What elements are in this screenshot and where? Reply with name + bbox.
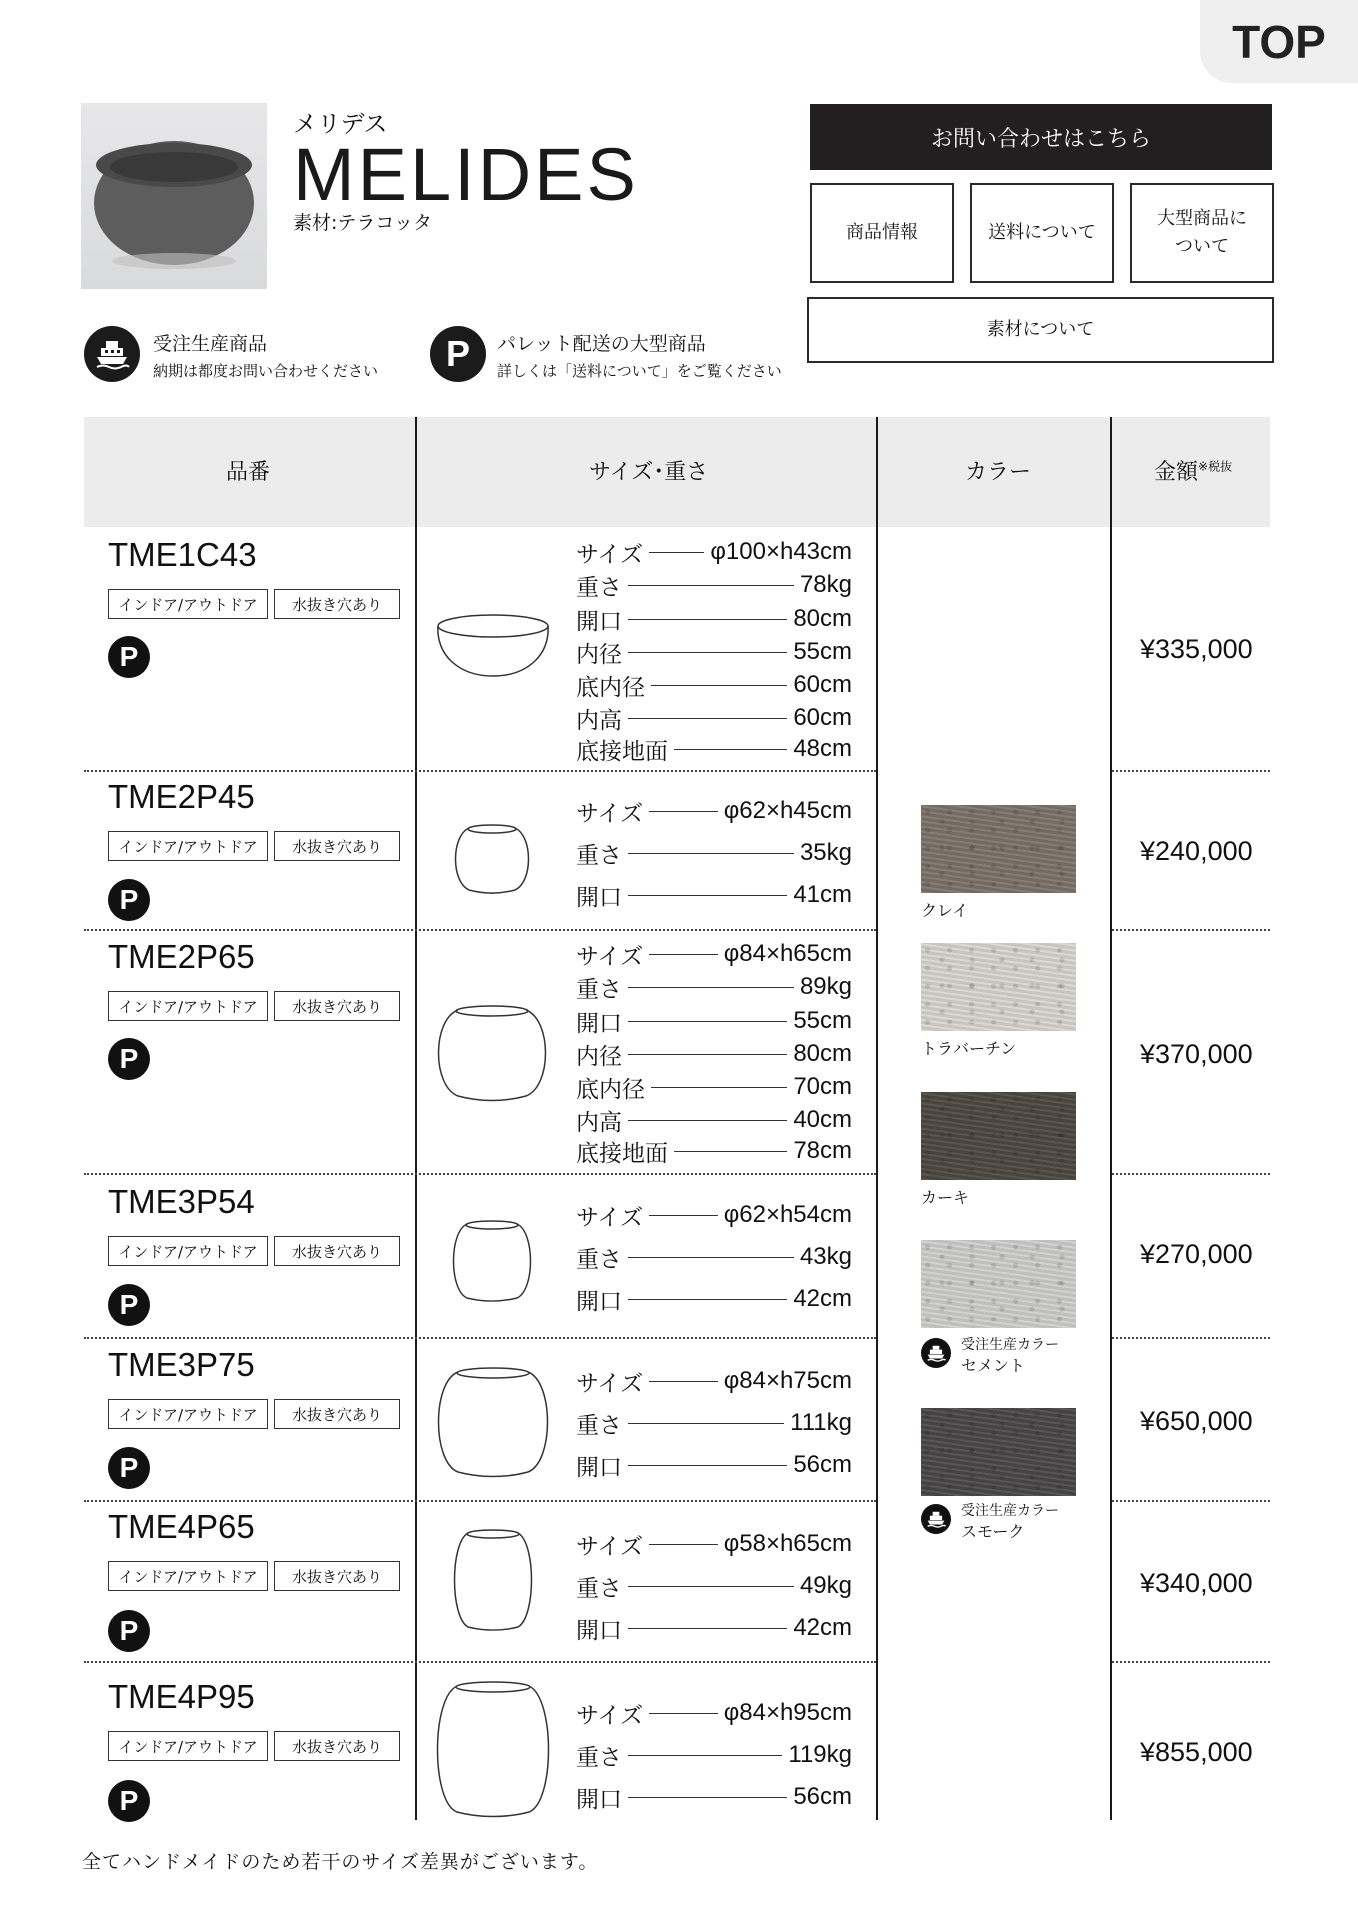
- spec-value: φ62×h54cm: [723, 1201, 852, 1228]
- product-material: 素材:テラコッタ: [293, 212, 433, 234]
- contact-button[interactable]: お問い合わせはこちら: [810, 104, 1272, 170]
- row-divider: [84, 1173, 876, 1175]
- row-divider: [1112, 1661, 1270, 1663]
- spec-label: 底内径: [576, 1076, 645, 1103]
- spec-label: 底接地面: [576, 1140, 668, 1167]
- product-code: TME4P95: [108, 1678, 255, 1715]
- spec-label: サイズ: [576, 943, 644, 970]
- pallet-p-icon: P: [108, 1780, 150, 1822]
- row-divider: [84, 770, 876, 772]
- spec-label: サイズ: [576, 1204, 644, 1231]
- indoor-outdoor-tag: インドア/アウトドア: [108, 1561, 268, 1591]
- spec-row: [576, 570, 852, 600]
- header-price-note: ※税抜: [1198, 459, 1233, 474]
- row-divider: [84, 929, 876, 931]
- drain-hole-tag: 水抜き穴あり: [274, 831, 400, 861]
- spec-label: 重さ: [576, 1246, 622, 1273]
- spec-row: [576, 1450, 852, 1480]
- spec-label: 重さ: [576, 1412, 622, 1439]
- spec-label: サイズ: [576, 800, 644, 827]
- spec-label: 内径: [576, 641, 622, 668]
- spec-row: [576, 604, 852, 634]
- spec-value: 55cm: [793, 638, 852, 665]
- product-code: TME3P75: [108, 1346, 255, 1383]
- spec-row: [576, 537, 852, 567]
- color-name: トラバーチン: [921, 1039, 1017, 1058]
- footer-note: 全てハンドメイドのため若干のサイズ差異がございます。: [82, 1851, 599, 1873]
- spec-label: 内径: [576, 1043, 622, 1070]
- spec-value: φ58×h65cm: [723, 1530, 852, 1557]
- spec-row: [576, 1698, 852, 1728]
- spec-label: サイズ: [576, 1702, 644, 1729]
- indoor-outdoor-tag: インドア/アウトドア: [108, 1236, 268, 1266]
- top-link[interactable]: TOP: [1200, 0, 1358, 83]
- drain-hole-tag: 水抜き穴あり: [274, 1399, 400, 1429]
- spec-row: [576, 1242, 852, 1272]
- drain-hole-tag: 水抜き穴あり: [274, 991, 400, 1021]
- pallet-p-icon: P: [108, 879, 150, 921]
- spec-label: 開口: [576, 1454, 622, 1481]
- order-note-text: 受注生産カラー: [961, 1503, 1059, 1519]
- header-price-label: 金額: [1154, 460, 1199, 485]
- spec-label: サイズ: [576, 1370, 644, 1397]
- ship-icon: [84, 326, 140, 382]
- spec-label: 重さ: [576, 574, 622, 601]
- price: ¥650,000: [1140, 1406, 1253, 1436]
- spec-value: φ84×h75cm: [723, 1367, 852, 1394]
- price: ¥335,000: [1140, 634, 1253, 664]
- made-to-order-title: 受注生産商品: [153, 333, 268, 355]
- pallet-p-icon: P: [108, 1284, 150, 1326]
- col-divider: [876, 417, 878, 1820]
- price: ¥370,000: [1140, 1039, 1253, 1069]
- spec-value: φ100×h43cm: [710, 538, 852, 565]
- price: ¥240,000: [1140, 836, 1253, 866]
- ship-icon: [921, 1504, 951, 1534]
- product-code: TME3P54: [108, 1183, 255, 1220]
- planter-shape-icon: [449, 822, 535, 896]
- spec-row: [576, 670, 852, 700]
- made-to-order-color-note: [961, 1502, 1059, 1542]
- row-divider: [1112, 770, 1270, 772]
- large-items-label-2: ついて: [1175, 236, 1229, 257]
- product-info-button[interactable]: [810, 183, 954, 283]
- spec-label: 開口: [576, 608, 622, 635]
- spec-value: 78kg: [799, 571, 852, 598]
- spec-value: 119kg: [788, 1741, 852, 1768]
- spec-row: [576, 880, 852, 910]
- planter-shape-icon: [434, 610, 552, 682]
- spec-value: 42cm: [793, 1614, 852, 1641]
- spec-label: 開口: [576, 884, 622, 911]
- spec-value: 55cm: [793, 1007, 852, 1034]
- spec-value: 111kg: [790, 1409, 852, 1436]
- spec-label: 開口: [576, 1786, 622, 1813]
- spec-row: [576, 1782, 852, 1812]
- col-divider: [415, 417, 417, 1820]
- spec-value: 43kg: [799, 1243, 852, 1270]
- spec-row: [576, 1613, 852, 1643]
- spec-row: [576, 939, 852, 969]
- ship-icon: [921, 1338, 951, 1368]
- spec-value: φ62×h45cm: [723, 797, 852, 824]
- spec-row: [576, 1136, 852, 1166]
- color-swatch-travertine: [921, 943, 1076, 1031]
- spec-value: φ84×h65cm: [723, 940, 852, 967]
- spec-label: 重さ: [576, 976, 622, 1003]
- spec-row: [576, 1529, 852, 1559]
- spec-label: 開口: [576, 1617, 622, 1644]
- pallet-title: パレット配送の大型商品: [497, 333, 706, 355]
- spec-label: 開口: [576, 1288, 622, 1315]
- spec-row: [576, 637, 852, 667]
- spec-value: 35kg: [799, 839, 852, 866]
- large-items-label-1: 大型商品に: [1157, 208, 1247, 230]
- spec-label: 重さ: [576, 1744, 622, 1771]
- spec-value: 40cm: [793, 1106, 852, 1133]
- price: ¥340,000: [1140, 1568, 1253, 1598]
- color-swatch-cement: [921, 1240, 1076, 1328]
- pallet-p-icon: P: [108, 636, 150, 678]
- header-price: [1154, 455, 1232, 486]
- row-divider: [84, 1661, 876, 1663]
- drain-hole-tag: 水抜き穴あり: [274, 1236, 400, 1266]
- color-swatch-smoke: [921, 1408, 1076, 1496]
- spec-label: サイズ: [576, 541, 644, 568]
- indoor-outdoor-tag: インドア/アウトドア: [108, 1399, 268, 1429]
- product-name: MELIDES: [293, 133, 639, 216]
- spec-value: 49kg: [799, 1572, 852, 1599]
- planter-shape-icon: [432, 1364, 554, 1480]
- spec-row: [576, 1740, 852, 1770]
- planter-shape-icon: [448, 1527, 538, 1635]
- color-swatch-clay: [921, 805, 1076, 893]
- spec-value: 80cm: [793, 605, 852, 632]
- drain-hole-tag: 水抜き穴あり: [274, 1561, 400, 1591]
- materials-button[interactable]: [807, 297, 1274, 363]
- order-note-text: 受注生産カラー: [961, 1337, 1059, 1353]
- color-name: カーキ: [921, 1188, 970, 1207]
- planter-shape-icon: [432, 1002, 552, 1104]
- spec-value: 42cm: [793, 1285, 852, 1312]
- spec-value: 89kg: [799, 973, 852, 1000]
- product-code: TME2P65: [108, 938, 255, 975]
- indoor-outdoor-tag: インドア/アウトドア: [108, 1731, 268, 1761]
- header-size: サイズ･重さ: [589, 460, 709, 485]
- spec-row: [576, 1006, 852, 1036]
- indoor-outdoor-tag: インドア/アウトドア: [108, 589, 268, 619]
- spec-value: φ84×h95cm: [723, 1699, 852, 1726]
- product-code: TME1C43: [108, 536, 257, 573]
- price: ¥855,000: [1140, 1737, 1253, 1767]
- materials-label: 素材について: [986, 319, 1095, 341]
- spec-label: 開口: [576, 1010, 622, 1037]
- pallet-p-icon: P: [430, 326, 486, 382]
- spec-value: 56cm: [793, 1783, 852, 1810]
- header-code: 品番: [226, 460, 271, 485]
- spec-value: 56cm: [793, 1451, 852, 1478]
- shipping-button[interactable]: [970, 183, 1114, 283]
- row-divider: [1112, 1173, 1270, 1175]
- row-divider: [84, 1500, 876, 1502]
- spec-value: 48cm: [793, 735, 852, 762]
- spec-row: [576, 1200, 852, 1230]
- color-swatch-khaki: [921, 1092, 1076, 1180]
- row-divider: [1112, 1500, 1270, 1502]
- shipping-label: 送料について: [988, 222, 1096, 244]
- header-color: カラー: [965, 460, 1032, 485]
- made-to-order-color-note: [961, 1336, 1059, 1376]
- spec-row: [576, 972, 852, 1002]
- indoor-outdoor-tag: インドア/アウトドア: [108, 991, 268, 1021]
- product-photo: [81, 103, 267, 289]
- row-divider: [1112, 929, 1270, 931]
- drain-hole-tag: 水抜き穴あり: [274, 1731, 400, 1761]
- pallet-p-icon: P: [108, 1610, 150, 1652]
- row-divider: [1112, 1337, 1270, 1339]
- spec-label: 重さ: [576, 842, 622, 869]
- color-name: セメント: [961, 1355, 1026, 1375]
- spec-row: [576, 1571, 852, 1601]
- color-name: スモーク: [961, 1521, 1025, 1541]
- made-to-order-sub: 納期は都度お問い合わせください: [153, 362, 379, 380]
- pallet-p-icon: P: [108, 1447, 150, 1489]
- spec-value: 70cm: [793, 1073, 852, 1100]
- spec-value: 41cm: [793, 881, 852, 908]
- spec-row: [576, 734, 852, 764]
- col-divider: [1110, 417, 1112, 1820]
- spec-row: [576, 1039, 852, 1069]
- spec-value: 60cm: [793, 671, 852, 698]
- spec-label: 底内径: [576, 674, 645, 701]
- color-name: クレイ: [921, 901, 969, 920]
- spec-label: 重さ: [576, 1575, 622, 1602]
- spec-row: [576, 1105, 852, 1135]
- spec-row: [576, 796, 852, 826]
- pallet-p-icon: P: [108, 1038, 150, 1080]
- planter-shape-icon: [431, 1678, 555, 1820]
- spec-value: 60cm: [793, 704, 852, 731]
- spec-row: [576, 1408, 852, 1438]
- spec-row: [576, 1366, 852, 1396]
- planter-photo-icon: [81, 103, 267, 289]
- price: ¥270,000: [1140, 1239, 1253, 1269]
- pallet-sub: 詳しくは「送料について」をご覧ください: [497, 362, 782, 380]
- spec-value: 80cm: [793, 1040, 852, 1067]
- spec-value: 78cm: [793, 1137, 852, 1164]
- product-name-kana: メリデス: [293, 110, 388, 138]
- large-items-button[interactable]: [1130, 183, 1274, 283]
- spec-row: [576, 838, 852, 868]
- spec-row: [576, 1284, 852, 1314]
- spec-label: 底接地面: [576, 738, 668, 765]
- product-code: TME4P65: [108, 1508, 255, 1545]
- indoor-outdoor-tag: インドア/アウトドア: [108, 831, 268, 861]
- product-info-label: 商品情報: [846, 222, 918, 244]
- row-divider: [84, 1337, 876, 1339]
- drain-hole-tag: 水抜き穴あり: [274, 589, 400, 619]
- spec-row: [576, 1072, 852, 1102]
- spec-label: サイズ: [576, 1533, 644, 1560]
- spec-row: [576, 703, 852, 733]
- spec-label: 内高: [576, 707, 622, 734]
- spec-label: 内高: [576, 1109, 622, 1136]
- planter-shape-icon: [447, 1218, 537, 1304]
- product-code: TME2P45: [108, 778, 255, 815]
